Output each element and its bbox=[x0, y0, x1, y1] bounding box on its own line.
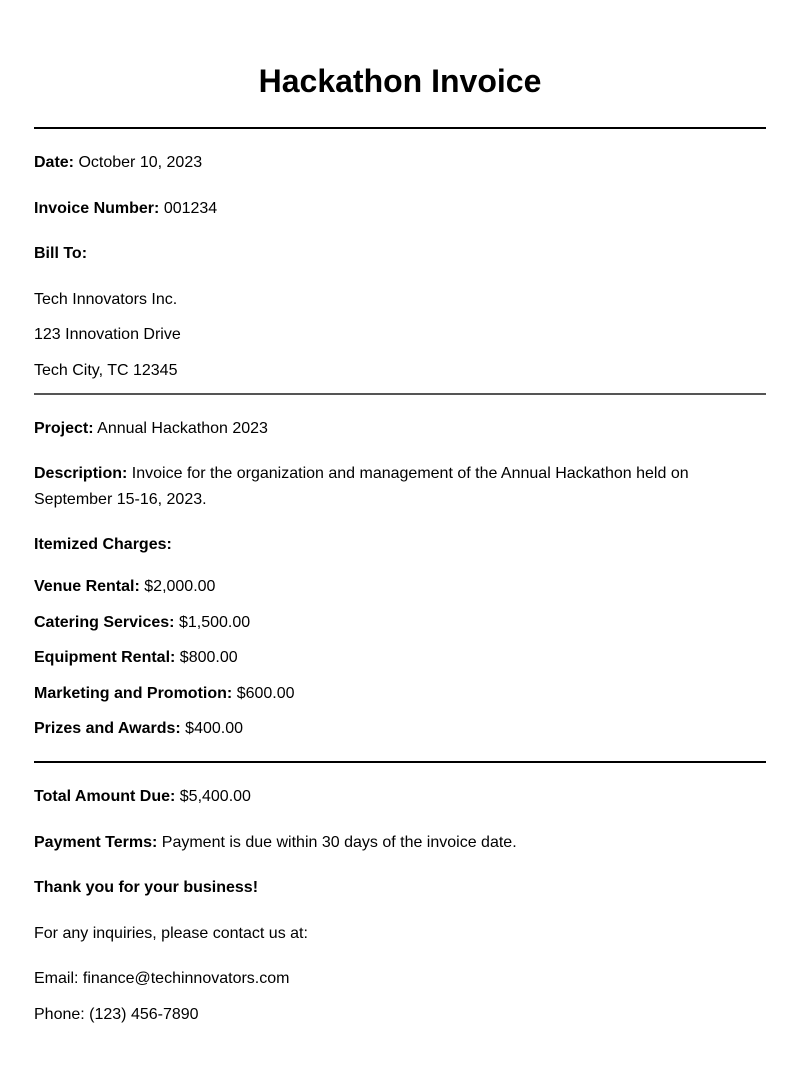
invoice-number-row bbox=[34, 196, 766, 222]
project-value: Annual Hackathon 2023 bbox=[97, 420, 268, 437]
bill-to-line: 123 Innovation Drive bbox=[34, 326, 181, 343]
description-value: Invoice for the organization and management of the Annual Hackathon held on September 15-16, 2023. bbox=[34, 465, 689, 508]
charge-item-value: $1,500.00 bbox=[178, 614, 251, 631]
charge-item-label: Venue Rental: bbox=[34, 578, 140, 595]
total-row bbox=[34, 784, 766, 810]
payment-terms-value: Payment is due within 30 days of the invoice date. bbox=[161, 834, 517, 851]
total-value: $5,400.00 bbox=[179, 788, 251, 805]
payment-terms-row bbox=[34, 830, 766, 856]
total-label: Total Amount Due: bbox=[34, 788, 176, 805]
payment-terms-label: Payment Terms: bbox=[34, 834, 158, 851]
charge-item-label: Prizes and Awards: bbox=[34, 720, 181, 737]
charge-item bbox=[34, 645, 766, 671]
invoice-number-value: 001234 bbox=[163, 200, 218, 217]
date-label: Date: bbox=[34, 154, 75, 171]
itemized-heading-label: Itemized Charges: bbox=[34, 536, 172, 553]
header-divider bbox=[34, 127, 766, 129]
date-value: October 10, 2023 bbox=[78, 154, 203, 171]
bill-to-line: Tech Innovators Inc. bbox=[34, 291, 178, 308]
total-divider bbox=[34, 761, 766, 763]
contact-email: Email: finance@techinnovators.com bbox=[34, 970, 290, 987]
charge-item-label: Marketing and Promotion: bbox=[34, 685, 233, 702]
charge-item bbox=[34, 681, 766, 707]
charge-item-label: Equipment Rental: bbox=[34, 649, 176, 666]
project-row bbox=[34, 416, 766, 442]
invoice-title: Hackathon Invoice bbox=[258, 63, 542, 99]
contact-intro: For any inquiries, please contact us at: bbox=[34, 925, 308, 942]
charge-item-value: $2,000.00 bbox=[144, 578, 216, 595]
bill-to-label: Bill To: bbox=[34, 245, 88, 262]
charge-item-value: $800.00 bbox=[179, 649, 238, 666]
charge-item bbox=[34, 610, 766, 636]
charge-item-value: $600.00 bbox=[236, 685, 295, 702]
bill-to-line: Tech City, TC 12345 bbox=[34, 362, 178, 379]
charge-item bbox=[34, 716, 766, 742]
bill-to-heading bbox=[34, 241, 766, 267]
thank-you-note: Thank you for your business! bbox=[34, 879, 259, 896]
description-label: Description: bbox=[34, 465, 128, 482]
contact-phone: Phone: (123) 456-7890 bbox=[34, 1006, 199, 1023]
itemized-heading bbox=[34, 532, 766, 558]
charge-item-value: $400.00 bbox=[185, 720, 244, 737]
section-divider bbox=[34, 393, 766, 395]
invoice-number-label: Invoice Number: bbox=[34, 200, 160, 217]
description-row bbox=[34, 461, 734, 513]
project-label: Project: bbox=[34, 420, 94, 437]
date-row bbox=[34, 150, 766, 176]
charge-item-label: Catering Services: bbox=[34, 614, 175, 631]
charge-item bbox=[34, 574, 766, 600]
